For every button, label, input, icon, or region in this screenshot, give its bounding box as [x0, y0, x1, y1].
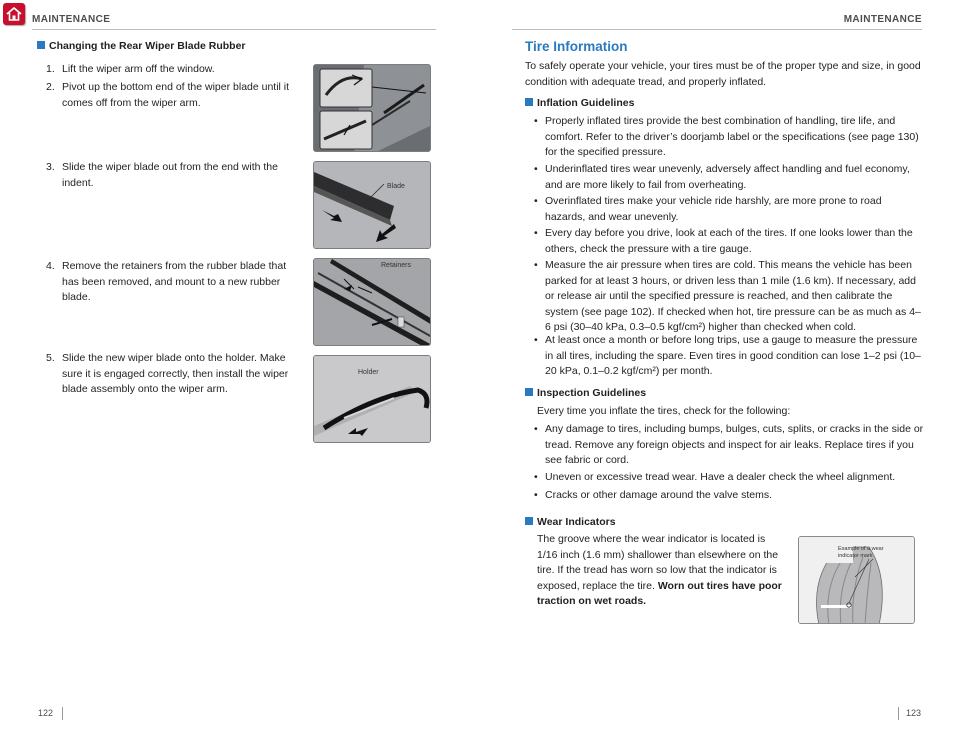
page-number-right: 123 [906, 708, 922, 718]
running-head-left: MAINTENANCE [32, 14, 111, 25]
step-3: 3. Slide the wiper blade out from the end with the indent. [46, 161, 278, 189]
step-5: 5. Slide the new wiper blade onto the holder. Make sure it is engaged correctly, then install the wiper blade assembly onto the wiper arm. [46, 352, 289, 395]
inspection-intro: Every time you inflate the tires, check for the following: [537, 405, 791, 417]
section-marker-icon [37, 41, 45, 49]
wear-indicator-label: Example of a wear indicator mark [838, 546, 884, 559]
inflation-bullet-5: • Measure the air pressure when tires are cold. This means the vehicle has been parked for at least 3 hours, or driven less than 1 mile (1.6 km). If necessary, add or release air until the specified pressure is reached, and then calibrate the system (see page 102). If checked when hot, tire pressure can be as much as 4–6 psi (30–40 kPa, 0.3–0.5 kgf/cm²) higher than checked when cold. [534, 259, 921, 333]
header-rule-right [512, 29, 922, 30]
blade-illustration [313, 161, 431, 249]
section-heading-inspection: Inspection Guidelines [525, 387, 646, 399]
section-heading-wiper: Changing the Rear Wiper Blade Rubber [37, 40, 246, 52]
section-marker-icon [525, 98, 533, 106]
page-number-divider-right [898, 707, 899, 720]
inflation-bullet-3: • Overinflated tires make your vehicle ride harshly, are more prone to road hazards, and wear unevenly. [534, 195, 882, 223]
header-rule-left [32, 29, 436, 30]
inspection-bullet-3: • Cracks or other damage around the valve stems. [534, 489, 773, 501]
step-4: 4. Remove the retainers from the rubber blade that has been removed, and mount to a new rubber blade. [46, 260, 287, 303]
step-1: 1. Lift the wiper arm off the window. [46, 63, 215, 75]
page-number-divider-left [62, 707, 63, 720]
section-heading-wear: Wear Indicators [525, 516, 616, 528]
tire-intro: To safely operate your vehicle, your tires must be of the proper type and size, in good condition with adequate tread, and properly inflated. [525, 60, 921, 88]
inflation-bullet-2: • Underinflated tires wear unevenly, adversely affect handling and fuel economy, and are more likely to fail from overheating. [534, 163, 910, 191]
retainers-illustration [313, 258, 431, 346]
inflation-bullet-1: • Properly inflated tires provide the best combination of handling, tire life, and comfort. Refer to the driver’s doorjamb label or the specifications (see page 130) for the specified pressure. [534, 115, 919, 158]
section-marker-icon [525, 517, 533, 525]
section-marker-icon [525, 388, 533, 396]
inspection-bullet-2: • Uneven or excessive tread wear. Have a dealer check the wheel alignment. [534, 471, 896, 483]
inflation-bullet-6: • At least once a month or before long trips, use a gauge to measure the pressure in all tires, including the spare. Even tires in good condition can lose 1–2 psi (10–20 kPa, 0.1–0.2 kgf/cm²) per month. [534, 334, 921, 377]
home-icon[interactable] [3, 3, 25, 25]
wiper-arm-illustration [313, 64, 431, 152]
callout-holder: Holder [358, 369, 379, 376]
callout-retainers: Retainers [381, 262, 411, 269]
inflation-bullet-4: • Every day before you drive, look at each of the tires. If one looks lower than the others, check the pressure with a tire gauge. [534, 227, 913, 255]
wear-indicator-text: The groove where the wear indicator is located is 1/16 inch (1.6 mm) shallower than elsewhere on the tire. If the tread has worn so low that the indicator is exposed, replace the tire. Worn out tires have poor traction on wet roads. [537, 533, 782, 607]
running-head-right: MAINTENANCE [843, 14, 922, 25]
page-number-left: 122 [38, 708, 54, 718]
inspection-bullet-1: • Any damage to tires, including bumps, bulges, cuts, splits, or cracks in the side or tread. Remove any foreign objects and inspect for air leaks. Replace tires if you see fabric or cord. [534, 423, 924, 466]
tire-information-title: Tire Information [525, 39, 628, 54]
section-heading-inflation: Inflation Guidelines [525, 97, 634, 109]
callout-blade: Blade [387, 183, 405, 190]
step-2: 2. Pivot up the bottom end of the wiper blade until it comes off from the wiper arm. [46, 81, 290, 109]
